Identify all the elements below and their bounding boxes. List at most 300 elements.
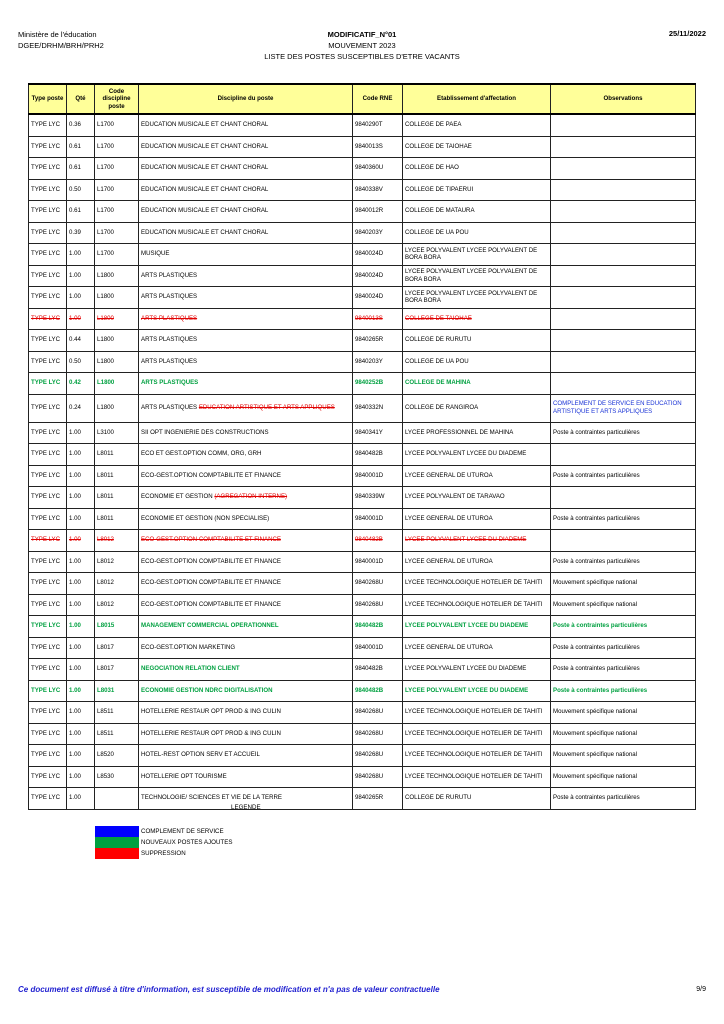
observations-cell-text: Poste à contraintes particulières xyxy=(553,794,640,802)
observations-cell xyxy=(551,594,696,616)
type-cell-text: TYPE LYC xyxy=(31,207,61,215)
code-cell xyxy=(95,222,139,244)
code-cell-text: L1800 xyxy=(97,314,114,322)
qty-cell-text: 1.00 xyxy=(69,708,81,716)
qty-cell-text: 0.61 xyxy=(69,207,81,215)
qty-cell-text: 1.00 xyxy=(69,514,81,522)
discipline-cell xyxy=(139,508,353,530)
code-cell-text: L8011 xyxy=(97,450,114,458)
rne-cell-text: 9840268U xyxy=(355,751,384,759)
type-cell xyxy=(29,723,67,745)
discipline-cell xyxy=(139,530,353,552)
type-cell xyxy=(29,244,67,266)
etablissement-cell xyxy=(403,616,551,638)
rne-cell-text: 9840012R xyxy=(355,207,384,215)
table-row xyxy=(29,487,696,509)
etablissement-cell xyxy=(403,788,551,810)
table-row xyxy=(29,508,696,530)
code-cell-text: L1800 xyxy=(97,404,114,412)
rne-cell-text: 9840013S xyxy=(355,142,383,150)
rne-cell-text: 9840001D xyxy=(355,643,384,651)
table-row xyxy=(29,444,696,466)
rne-cell-text: 9840268U xyxy=(355,708,384,716)
discipline-cell xyxy=(139,136,353,158)
observations-cell-text: Poste à contraintes particulières xyxy=(553,557,640,565)
discipline-cell xyxy=(139,287,353,309)
observations-cell xyxy=(551,702,696,724)
type-cell xyxy=(29,179,67,201)
etablissement-cell-text: LYCEE POLYVALENT LYCEE DU DIADEME xyxy=(405,686,529,694)
etablissement-cell-text: LYCEE POLYVALENT LYCEE DU DIADEME xyxy=(405,450,527,458)
rne-cell-text: 9840001D xyxy=(355,514,384,522)
rne-cell xyxy=(353,351,403,373)
observations-cell-text: Mouvement spécifique national xyxy=(553,600,638,608)
observations-cell xyxy=(551,508,696,530)
qty-cell xyxy=(67,508,95,530)
table-row xyxy=(29,766,696,788)
discipline-cell xyxy=(139,637,353,659)
rne-cell xyxy=(353,573,403,595)
qty-cell xyxy=(67,723,95,745)
table-row xyxy=(29,222,696,244)
rne-cell-text: 9840001D xyxy=(355,471,384,479)
rne-cell-text: 9840341Y xyxy=(355,428,383,436)
rne-cell xyxy=(353,551,403,573)
type-cell-text: TYPE LYC xyxy=(31,379,61,387)
type-cell-text: TYPE LYC xyxy=(31,142,61,150)
code-cell xyxy=(95,530,139,552)
observations-cell xyxy=(551,136,696,158)
document-title: MODIFICATIF_N°01 xyxy=(327,30,397,39)
rne-cell-text: 9840265R xyxy=(355,336,384,344)
code-cell-text: L8017 xyxy=(97,665,114,673)
observations-cell xyxy=(551,394,696,422)
code-cell xyxy=(95,201,139,223)
column-header: Code discipline poste xyxy=(95,84,139,114)
etablissement-cell-text: COLLEGE DE RANGIROA xyxy=(405,404,479,412)
discipline-cell xyxy=(139,766,353,788)
discipline-cell-text: MANAGEMENT COMMERCIAL OPERATIONNEL xyxy=(141,622,279,630)
type-cell-text: TYPE LYC xyxy=(31,404,61,412)
observations-cell xyxy=(551,766,696,788)
discipline-cell-text: EDUCATION MUSICALE ET CHANT CHORAL xyxy=(141,228,269,236)
qty-cell xyxy=(67,244,95,266)
type-cell-text: TYPE LYC xyxy=(31,536,61,544)
discipline-cell-text: EDUCATION MUSICALE ET CHANT CHORAL xyxy=(141,185,269,193)
discipline-cell xyxy=(139,179,353,201)
qty-cell xyxy=(67,308,95,330)
discipline-cell-text: HOTELLERIE RESTAUR OPT PROD & ING CULIN xyxy=(141,708,281,716)
type-cell-text: TYPE LYC xyxy=(31,665,61,673)
qty-cell-text: 0.36 xyxy=(69,121,81,129)
code-cell-text: L1800 xyxy=(97,379,115,387)
etablissement-cell xyxy=(403,351,551,373)
code-cell-text: L8511 xyxy=(97,708,114,716)
table-row xyxy=(29,594,696,616)
rne-cell xyxy=(353,637,403,659)
type-cell xyxy=(29,265,67,287)
code-cell xyxy=(95,659,139,681)
code-cell xyxy=(95,308,139,330)
legend-item xyxy=(95,837,395,848)
etablissement-cell xyxy=(403,158,551,180)
type-cell-text: TYPE LYC xyxy=(31,271,61,279)
discipline-cell xyxy=(139,659,353,681)
discipline-cell-text: ECO-GEST.OPTION COMPTABILITE ET FINANCE xyxy=(141,600,281,608)
observations-cell xyxy=(551,201,696,223)
rne-cell xyxy=(353,244,403,266)
type-cell xyxy=(29,114,67,136)
observations-cell-text: Poste à contraintes particulières xyxy=(553,514,640,522)
type-cell xyxy=(29,330,67,352)
etablissement-cell xyxy=(403,222,551,244)
qty-cell xyxy=(67,330,95,352)
column-header: Code RNE xyxy=(353,84,403,114)
qty-cell-text: 1.00 xyxy=(69,250,81,258)
table-row xyxy=(29,659,696,681)
observations-cell-text: Poste à contraintes particulières xyxy=(553,665,640,673)
type-cell-text: TYPE LYC xyxy=(31,514,61,522)
rne-cell xyxy=(353,487,403,509)
type-cell-text: TYPE LYC xyxy=(31,708,61,716)
type-cell xyxy=(29,508,67,530)
rne-cell xyxy=(353,136,403,158)
code-cell xyxy=(95,680,139,702)
discipline-cell xyxy=(139,351,353,373)
etablissement-cell-text: LYCEE TECHNOLOGIQUE HOTELIER DE TAHITI xyxy=(405,708,543,716)
table-row xyxy=(29,308,696,330)
rne-cell xyxy=(353,422,403,444)
observations-cell xyxy=(551,158,696,180)
rne-cell-text: 9840268U xyxy=(355,772,384,780)
table-row xyxy=(29,201,696,223)
code-cell xyxy=(95,373,139,395)
qty-cell-text: 1.00 xyxy=(69,579,81,587)
type-cell-text: TYPE LYC xyxy=(31,643,61,651)
legend-label: NOUVEAUX POSTES AJOUTES xyxy=(141,839,233,846)
rne-cell xyxy=(353,444,403,466)
discipline-cell xyxy=(139,680,353,702)
qty-cell-text: 1.00 xyxy=(69,600,81,608)
observations-cell xyxy=(551,465,696,487)
discipline-cell xyxy=(139,222,353,244)
code-cell xyxy=(95,702,139,724)
table-row xyxy=(29,637,696,659)
rne-cell xyxy=(353,394,403,422)
type-cell-text: TYPE LYC xyxy=(31,600,61,608)
etablissement-cell-text: LYCEE POLYVALENT LYCEE POLYVALENT DE BORA BORA xyxy=(405,289,538,305)
rne-cell-text: 9840001D xyxy=(355,557,384,565)
qty-cell xyxy=(67,745,95,767)
rne-cell-text: 9840482B xyxy=(355,686,384,694)
code-cell-text: L1700 xyxy=(97,164,114,172)
type-cell xyxy=(29,308,67,330)
table-row xyxy=(29,287,696,309)
qty-cell-text: 1.00 xyxy=(69,293,81,301)
discipline-cell-text: ECO-GEST.OPTION COMPTABILITE ET FINANCE xyxy=(141,471,281,479)
type-cell-text: TYPE LYC xyxy=(31,751,61,759)
discipline-cell-text: TECHNOLOGIE/ SCIENCES ET VIE DE LA TERRE xyxy=(141,794,282,802)
code-cell-text: L8520 xyxy=(97,751,114,759)
etablissement-cell xyxy=(403,244,551,266)
qty-cell xyxy=(67,265,95,287)
etablissement-cell-text: LYCEE TECHNOLOGIQUE HOTELIER DE TAHITI xyxy=(405,729,543,737)
qty-cell xyxy=(67,114,95,136)
observations-cell xyxy=(551,487,696,509)
column-header: Qté xyxy=(67,84,95,114)
observations-cell xyxy=(551,680,696,702)
type-cell-text: TYPE LYC xyxy=(31,293,61,301)
etablissement-cell xyxy=(403,723,551,745)
code-cell xyxy=(95,394,139,422)
type-cell-text: TYPE LYC xyxy=(31,622,61,630)
discipline-cell-text: HOTELLERIE OPT TOURISME xyxy=(141,772,227,780)
type-cell xyxy=(29,487,67,509)
table-row xyxy=(29,373,696,395)
discipline-cell-text: ECONOMIE ET GESTION xyxy=(141,493,213,501)
table-row xyxy=(29,551,696,573)
observations-cell xyxy=(551,179,696,201)
code-cell-text: L8012 xyxy=(97,600,114,608)
etablissement-cell-text: COLLEGE DE TAIOHAE xyxy=(405,314,472,322)
rne-cell-text: 9840290T xyxy=(355,121,383,129)
observations-cell-text: Mouvement spécifique national xyxy=(553,772,638,780)
discipline-cell xyxy=(139,114,353,136)
table-row xyxy=(29,136,696,158)
etablissement-cell-text: LYCEE GENERAL DE UTUROA xyxy=(405,514,493,522)
code-cell-text: L1800 xyxy=(97,293,114,301)
code-cell xyxy=(95,179,139,201)
type-cell xyxy=(29,702,67,724)
type-cell xyxy=(29,659,67,681)
qty-cell-text: 1.00 xyxy=(69,794,81,802)
type-cell-text: TYPE LYC xyxy=(31,686,61,694)
qty-cell xyxy=(67,766,95,788)
etablissement-cell xyxy=(403,487,551,509)
discipline-cell xyxy=(139,422,353,444)
discipline-cell xyxy=(139,465,353,487)
table-row xyxy=(29,465,696,487)
observations-cell-text: Poste à contraintes particulières xyxy=(553,428,640,436)
etablissement-cell-text: COLLEGE DE RURUTU xyxy=(405,794,472,802)
footer-disclaimer: Ce document est diffusé à titre d'information, est susceptible de modification et n'a pas de valeur contractuelle xyxy=(18,985,440,994)
type-cell-text: TYPE LYC xyxy=(31,428,61,436)
qty-cell-text: 1.00 xyxy=(69,665,81,673)
discipline-cell-text: SII OPT INGENIERIE DES CONSTRUCTIONS xyxy=(141,428,269,436)
column-header: Etablissement d'affectation xyxy=(403,84,551,114)
observations-cell xyxy=(551,551,696,573)
rne-cell-text: 9840360U xyxy=(355,164,384,172)
etablissement-cell-text: COLLEGE DE HAO xyxy=(405,164,459,172)
rne-cell xyxy=(353,723,403,745)
qty-cell xyxy=(67,373,95,395)
etablissement-cell xyxy=(403,287,551,309)
discipline-cell xyxy=(139,594,353,616)
code-cell xyxy=(95,637,139,659)
code-cell-text: L1700 xyxy=(97,228,114,236)
type-cell-text: TYPE LYC xyxy=(31,185,61,193)
etablissement-cell xyxy=(403,702,551,724)
discipline-cell-text: HOTELLERIE RESTAUR OPT PROD & ING CULIN xyxy=(141,729,281,737)
etablissement-cell xyxy=(403,201,551,223)
observations-cell-text: COMPLEMENT DE SERVICE EN EDUCATION ARTISTIQUE ET ARTS APPLIQUES xyxy=(553,400,682,415)
qty-cell xyxy=(67,487,95,509)
table-row xyxy=(29,330,696,352)
qty-cell-text: 1.00 xyxy=(69,471,81,479)
discipline-cell-text: ARTS PLASTIQUES xyxy=(141,271,198,279)
type-cell xyxy=(29,422,67,444)
discipline-cell xyxy=(139,745,353,767)
code-cell xyxy=(95,551,139,573)
discipline-cell-text: ARTS PLASTIQUES xyxy=(141,357,198,365)
code-cell xyxy=(95,616,139,638)
qty-cell-text: 0.50 xyxy=(69,357,81,365)
etablissement-cell-text: COLLEGE DE TIPAERUI xyxy=(405,185,474,193)
etablissement-cell xyxy=(403,394,551,422)
etablissement-cell xyxy=(403,444,551,466)
qty-cell-text: 1.00 xyxy=(69,622,81,630)
rne-cell xyxy=(353,201,403,223)
code-cell-text: L3100 xyxy=(97,428,114,436)
discipline-cell-text: ARTS PLASTIQUES xyxy=(141,336,198,344)
header-left xyxy=(18,29,104,51)
table-row xyxy=(29,351,696,373)
code-cell-text: L8012 xyxy=(97,579,114,587)
rne-cell-text: 9840482B xyxy=(355,665,383,673)
etablissement-cell xyxy=(403,637,551,659)
code-cell xyxy=(95,422,139,444)
etablissement-cell xyxy=(403,422,551,444)
qty-cell xyxy=(67,465,95,487)
code-cell xyxy=(95,465,139,487)
observations-cell xyxy=(551,114,696,136)
table-row xyxy=(29,702,696,724)
qty-cell-text: 0.42 xyxy=(69,379,81,387)
qty-cell xyxy=(67,594,95,616)
discipline-cell-text: EDUCATION MUSICALE ET CHANT CHORAL xyxy=(141,207,269,215)
observations-cell xyxy=(551,308,696,330)
discipline-cell-text: ARTS PLASTIQUES xyxy=(141,293,198,301)
etablissement-cell xyxy=(403,308,551,330)
discipline-cell xyxy=(139,373,353,395)
code-cell xyxy=(95,136,139,158)
qty-cell xyxy=(67,637,95,659)
code-cell xyxy=(95,158,139,180)
qty-cell-text: 1.00 xyxy=(69,314,81,322)
header-center xyxy=(212,29,512,62)
table-row xyxy=(29,179,696,201)
etablissement-cell-text: LYCEE POLYVALENT LYCEE POLYVALENT DE BORA BORA xyxy=(405,246,538,262)
discipline-cell-text: ARTS PLASTIQUES xyxy=(141,404,198,412)
discipline-cell xyxy=(139,444,353,466)
qty-cell xyxy=(67,444,95,466)
rne-cell xyxy=(353,702,403,724)
discipline-cell-text: ECO ET GEST.OPTION COMM, ORG, GRH xyxy=(141,450,262,458)
type-cell xyxy=(29,373,67,395)
rne-cell xyxy=(353,508,403,530)
discipline-cell-text: ECO-GEST.OPTION MARKETING xyxy=(141,643,236,651)
qty-cell-text: 1.00 xyxy=(69,493,81,501)
observations-cell xyxy=(551,222,696,244)
code-cell xyxy=(95,114,139,136)
type-cell xyxy=(29,158,67,180)
rne-cell xyxy=(353,680,403,702)
etablissement-cell-text: LYCEE TECHNOLOGIQUE HOTELIER DE TAHITI xyxy=(405,600,543,608)
rne-cell-text: 9840482B xyxy=(355,536,383,544)
qty-cell-text: 0.61 xyxy=(69,164,81,172)
type-cell xyxy=(29,573,67,595)
rne-cell-text: 9840265R xyxy=(355,794,384,802)
page-number: 9/9 xyxy=(696,986,706,993)
qty-cell xyxy=(67,394,95,422)
discipline-cell xyxy=(139,487,353,509)
etablissement-cell xyxy=(403,573,551,595)
qty-cell xyxy=(67,136,95,158)
observations-cell-text: Mouvement spécifique national xyxy=(553,579,638,587)
code-cell-text: L8011 xyxy=(97,493,114,501)
etablissement-cell-text: COLLEGE DE TAIOHAE xyxy=(405,142,472,150)
qty-cell-text: 1.00 xyxy=(69,428,81,436)
type-cell-text: TYPE LYC xyxy=(31,228,61,236)
etablissement-cell-text: LYCEE GENERAL DE UTUROA xyxy=(405,471,493,479)
etablissement-cell xyxy=(403,179,551,201)
code-cell-text: L8017 xyxy=(97,643,114,651)
type-cell xyxy=(29,287,67,309)
rne-cell xyxy=(353,530,403,552)
qty-cell xyxy=(67,551,95,573)
observations-cell xyxy=(551,723,696,745)
qty-cell xyxy=(67,530,95,552)
qty-cell-text: 0.61 xyxy=(69,142,81,150)
rne-cell-text: 9840203Y xyxy=(355,357,383,365)
rne-cell-text: 9840024D xyxy=(355,250,384,258)
etablissement-cell xyxy=(403,265,551,287)
code-cell xyxy=(95,265,139,287)
legend-item xyxy=(95,826,395,837)
qty-cell xyxy=(67,422,95,444)
code-cell xyxy=(95,508,139,530)
rne-cell xyxy=(353,114,403,136)
code-cell-text: L1700 xyxy=(97,121,114,129)
type-cell-text: TYPE LYC xyxy=(31,579,61,587)
code-cell xyxy=(95,766,139,788)
observations-cell xyxy=(551,659,696,681)
discipline-cell xyxy=(139,308,353,330)
qty-cell-text: 0.39 xyxy=(69,228,81,236)
type-cell xyxy=(29,351,67,373)
table-row xyxy=(29,616,696,638)
qty-cell-text: 1.00 xyxy=(69,686,81,694)
observations-cell xyxy=(551,444,696,466)
etablissement-cell xyxy=(403,680,551,702)
qty-cell-text: 0.44 xyxy=(69,336,81,344)
code-cell-text: L8011 xyxy=(97,471,114,479)
discipline-cell-text: ARTS PLASTIQUES xyxy=(141,379,199,387)
observations-cell-text: Poste à contraintes particulières xyxy=(553,471,640,479)
type-cell-text: TYPE LYC xyxy=(31,557,61,565)
rne-cell-text: 9840332N xyxy=(355,404,384,412)
legend-label: COMPLEMENT DE SERVICE xyxy=(141,828,224,835)
table-row xyxy=(29,723,696,745)
document-list-title: LISTE DES POSTES SUSCEPTIBLES D'ETRE VACANTS xyxy=(264,52,460,61)
etablissement-cell xyxy=(403,114,551,136)
code-cell-text: L8031 xyxy=(97,686,115,694)
discipline-cell xyxy=(139,616,353,638)
observations-cell xyxy=(551,530,696,552)
etablissement-cell-text: LYCEE POLYVALENT LYCEE DU DIADEME xyxy=(405,622,529,630)
rne-cell xyxy=(353,594,403,616)
rne-cell xyxy=(353,179,403,201)
